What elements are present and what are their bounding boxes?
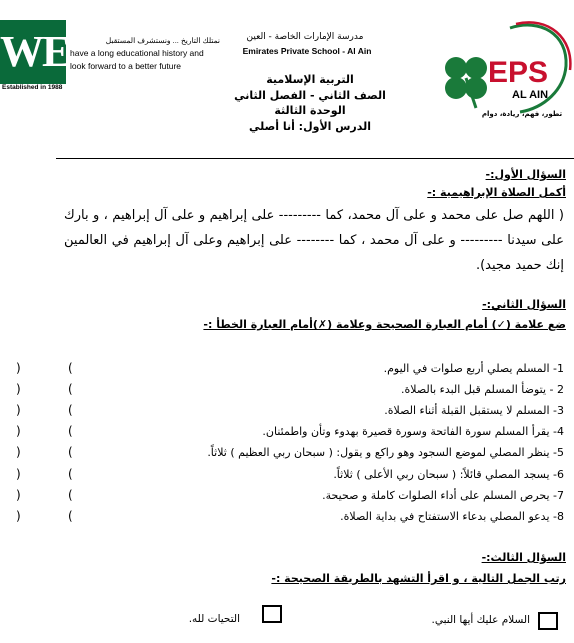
subject-title: التربية الإسلامية (266, 73, 354, 86)
unit-title: الوحدة الثالثة (274, 104, 346, 117)
motto-ar: نمتلك التاريخ ... ونستشرف المستقبل (105, 36, 220, 45)
title-block (230, 72, 390, 134)
grade-term: الصف الثاني - الفصل الثاني (234, 88, 386, 102)
eps-logo-text: EPS (488, 56, 549, 89)
header-divider (56, 158, 574, 159)
q1-instruction: أكمل الصلاة الإبراهيمية :- (427, 186, 566, 199)
order-box[interactable] (538, 612, 558, 630)
q2-item-text: 3- المسلم لا يستقبل القبلة أثناء الصلاة. (384, 404, 564, 417)
q2-item[interactable]: 3- المسلم لا يستقبل القبلة أثناء الصلاة. ) ( (16, 403, 564, 417)
q2-item-text: 6- يسجد المصلي قائلاً: ( سبحان ربي الأعلى ) ثلاثاً. (333, 468, 564, 481)
q2-item-text: 8- يدعو المصلي بدعاء الاستفتاح في بداية الصلاة. (340, 510, 564, 523)
q1-heading: السؤال الأول:- (485, 168, 566, 181)
eps-logo-sub: AL AIN (512, 89, 549, 101)
q2-item[interactable]: 6- يسجد المصلي قائلاً: ( سبحان ربي الأعلى ) ثلاثاً. ) ( (16, 467, 564, 481)
q3-option: التحيات لله. (188, 613, 240, 625)
q3-heading: السؤال الثالث:- (481, 551, 566, 564)
q2-item[interactable]: 5- ينظر المصلي لموضع السجود وهو راكع و يقول: ( سبحان ربي العظيم ) ثلاثاً. ) ( (16, 445, 564, 459)
clover-icon (445, 57, 487, 108)
q2-item[interactable]: 4- يقرأ المسلم سورة الفاتحة وسورة قصيرة بهدوء وتأن واطمئنان. ) ( (16, 424, 564, 438)
q2-item[interactable]: 8- يدعو المصلي بدعاء الاستفتاح في بداية الصلاة. ) ( (16, 509, 564, 523)
q2-item-text: 1- المسلم يصلي أربع صلوات في اليوم. (383, 362, 564, 375)
we-logo: WE (0, 20, 66, 84)
order-box[interactable] (262, 605, 282, 623)
motto-en-line2: look forward to a better future (70, 61, 182, 71)
q1-dua-text: ( اللهم صل على محمد و على آل محمد، كما --------- على إبراهيم و على آل إبراهيم ، و بارك على سيدنا --------- و على آل محمد ، كما -------- على إبراهيم وعلى آل إبراهيم في العالمين إنك حميد مجيد). (64, 208, 564, 273)
lesson-title: الدرس الأول: أنا أصلي (248, 119, 372, 133)
q2-item-text: 4- يقرأ المسلم سورة الفاتحة وسورة قصيرة بهدوء وتأن واطمئنان. (262, 425, 564, 438)
established-label: Established in 1988 (2, 84, 63, 91)
q2-item[interactable]: 2 - يتوضأ المسلم قبل البدء بالصلاة. ) ( (16, 382, 564, 396)
eps-slogan: تطور، فهم، ريادة، دوام (481, 110, 563, 118)
q2-item[interactable]: 7- يحرص المسلم على أداء الصلوات كاملة و صحيحة. ) ( (16, 488, 564, 502)
school-motto (70, 34, 220, 73)
school-name-ar: مدرسة الإمارات الخاصة - العين (246, 32, 364, 42)
q2-item-text: 7- يحرص المسلم على أداء الصلوات كاملة و صحيحة. (322, 489, 564, 502)
q2-item[interactable]: 1- المسلم يصلي أربع صلوات في اليوم. ) ( (16, 361, 564, 375)
q2-instruction: ضع علامة (✓) أمام العبارة الصحيحة وعلامة (✗)أمام العبارة الخطأ :- (203, 318, 566, 331)
school-name-en: Emirates Private School - Al Ain (242, 46, 372, 56)
q2-item-text: 2 - يتوضأ المسلم قبل البدء بالصلاة. (401, 383, 564, 396)
q3-option: السلام عليك أيها النبي. (431, 614, 530, 626)
q2-item-text: 5- ينظر المصلي لموضع السجود وهو راكع و يقول: ( سبحان ربي العظيم ) ثلاثاً. (207, 446, 564, 459)
motto-en-line1: have a long educational history and (70, 48, 204, 58)
q2-heading: السؤال الثاني:- (482, 298, 566, 311)
q3-instruction: رتب الجمل التالية ، و اقرأ التشهد بالطريقة الصحيحة :- (271, 572, 566, 585)
